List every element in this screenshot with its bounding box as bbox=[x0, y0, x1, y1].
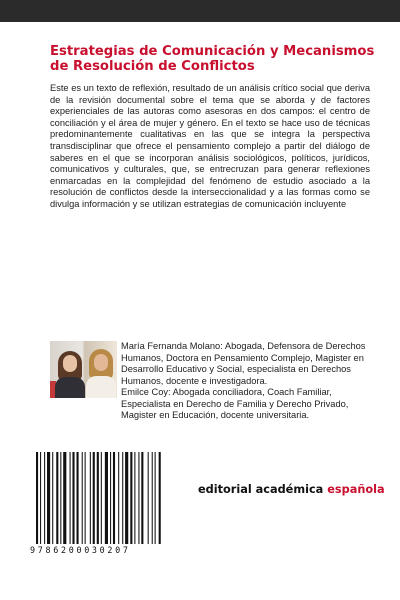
barcode-bar bbox=[85, 452, 86, 544]
publisher-name-accent: española bbox=[327, 483, 385, 496]
barcode-bar bbox=[113, 452, 115, 544]
barcode-bar bbox=[130, 452, 132, 544]
barcode-bar bbox=[152, 452, 153, 544]
barcode-bar bbox=[82, 452, 83, 544]
barcode-bar bbox=[118, 452, 119, 544]
book-title: Estrategias de Comunicación y Mecanismos de Resolución de Conflictos bbox=[50, 44, 375, 74]
barcode-bar bbox=[105, 452, 108, 544]
barcode-bar bbox=[36, 452, 38, 544]
barcode-bar bbox=[97, 452, 99, 544]
barcode-bar bbox=[63, 452, 66, 544]
top-bar bbox=[0, 0, 400, 22]
barcode-bar bbox=[60, 452, 61, 544]
barcode-bar bbox=[159, 452, 161, 544]
author-bios bbox=[121, 341, 371, 422]
barcode-digits: 9786200030207 bbox=[30, 545, 131, 555]
barcode-bar bbox=[93, 452, 95, 544]
authors-photo bbox=[50, 341, 117, 398]
barcode-bar bbox=[77, 452, 79, 544]
barcode-bar bbox=[40, 452, 41, 544]
publisher-logo bbox=[198, 483, 385, 496]
barcode-bar bbox=[44, 452, 45, 544]
barcode bbox=[32, 452, 184, 552]
barcode-bar bbox=[125, 452, 128, 544]
author-bio-2: Emilce Coy: Abogada conciliadora, Coach Familiar, Especialista en Derecho de Familia y Derecho Privado, Magister en Educación, docente universitaria. bbox=[121, 387, 349, 420]
barcode-bar bbox=[134, 452, 135, 544]
barcode-bar bbox=[138, 452, 139, 544]
barcode-bar bbox=[70, 452, 71, 544]
barcode-bar bbox=[141, 452, 143, 544]
barcode-bar bbox=[148, 452, 149, 544]
barcode-bar bbox=[110, 452, 111, 544]
barcode-bar bbox=[72, 452, 74, 544]
barcode-bar bbox=[155, 452, 156, 544]
publisher-name: editorial académica bbox=[198, 483, 328, 496]
barcode-bar bbox=[101, 452, 102, 544]
book-abstract: Este es un texto de reflexión, resultado de un análisis crítico social que deriva de la revisión documental sobre el tema que se aborda y de factores experienciales de las autoras como asesoras en dos campos: el centro de conciliación y el área de mujer y género. En el texto se hace uso de técnicas predominantemente cualitativas en las que se integra la perspectiva transdisciplinar que ofrece el pensamiento complejo a partir del diálogo de saberes en el que se incorporan análisis sociológicos, políticos, jurídicos, comunicativos y culturales, que, se entrecruzan para generar reflexiones enmarcadas en la complejidad del fenómeno de estudio asociado a la resolución de conflictos desde la interseccionalidad y a las formas como se divulga información y se utilizan estrategias de comunicación incluyente bbox=[50, 83, 370, 209]
barcode-bar bbox=[52, 452, 53, 544]
barcode-bar bbox=[47, 452, 50, 544]
barcode-bar bbox=[56, 452, 58, 544]
author-bio-1: María Fernanda Molano: Abogada, Defensora de Derechos Humanos, Doctora en Pensamiento Complejo, Magister en Desarrollo Educativo y Social, especialista en Derechos Humanos, docente e investigadora. bbox=[121, 341, 366, 386]
barcode-bar bbox=[122, 452, 123, 544]
barcode-bar bbox=[90, 452, 91, 544]
